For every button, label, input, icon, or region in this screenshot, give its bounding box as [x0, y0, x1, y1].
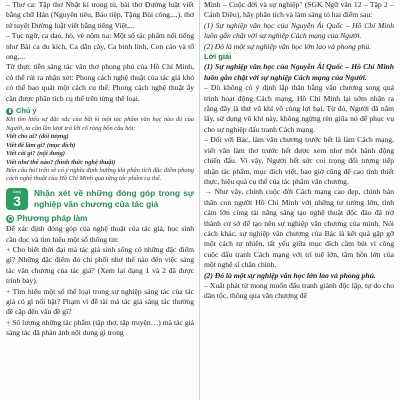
target-icon	[6, 215, 14, 223]
note-question: Viết cho ai? (đối tượng)	[6, 133, 69, 141]
question-type-badge	[6, 188, 28, 210]
paragraph: – Thơ ca: Tập thơ Nhật kí trong tù, bài thơ Đường luật viết bằng chữ Hán (Nguyên tiêu, Báo tiệp, Tặng Bùi công,...), thơ tứ tuyệt Đường luật viết bằng tiếng Việt,...	[6, 0, 194, 30]
paragraph: Từ thực tiễn sáng tác văn thơ phong phú của Hồ Chí Minh, có thể rút ra nhận xét: Phong cách nghệ thuật của tác giả khó có thể bao quát một cách cụ thể. Phong cách nghệ thuật ấy cần được phân tích cụ thể trên từng thể loại.	[6, 62, 194, 103]
badge-number: 3	[13, 192, 21, 209]
left-column	[6, 0, 194, 339]
task-point: (2) Đó là một sự nghiệp văn học lớn lao và phong phú.	[204, 41, 372, 51]
task-point: (1) Sự nghiệp văn học của Nguyễn Ái Quốc – Hồ Chí Minh luôn gắn chặt với sự nghiệp Cách mạng của Người.	[204, 20, 394, 41]
question-type-header	[6, 188, 194, 210]
method-title: Phương pháp làm	[17, 213, 88, 223]
question-type-title: Nhận xét về những đóng góp trong sự nghiệp văn chương của tác giả	[34, 188, 194, 209]
answer-heading: Lời giải	[204, 52, 232, 62]
paragraph: – Tục ngữ, ca dao, hò, vè nôm na: Một số tác phẩm nổi tiếng như Bài ca du kích, Ca dân cày, Ca binh lính, Con cáo và tổ ong,...	[6, 31, 194, 62]
column-divider	[199, 0, 200, 400]
paragraph: – Dù không có ý định lập thân bằng văn chương song quá trình hoạt động Cách mạng, Hồ Chí Minh lại sớm nhận ra rằng đây là thứ vũ khí vô cùng lợi hại. Từ đó, Người đã nắm lấy, sử dụng vũ khí này, không ngừng rèn giũa nó để phục vụ cho sự nghiệp đấu tranh Cách mạng.	[204, 83, 394, 134]
section-heading: (1) Sự nghiệp văn học của Nguyễn Ái Quốc – Hồ Chí Minh luôn gắn chặt với sự nghiệp Cách mạng của Người.	[204, 62, 394, 82]
section-heading: (2) Đó là một sự nghiệp văn học lớn lao và phong phú.	[204, 270, 376, 280]
note-conclusion: Bốn câu hỏi trên sẽ có ý nghĩa định hướng khi phân tích đặc điểm phong cách nghệ thuật của Hồ Chí Minh qua từng tác phẩm cụ thể.	[6, 166, 194, 183]
note-question: Viết cái gì? (nội dung)	[6, 150, 65, 158]
note-heading	[6, 106, 194, 116]
paragraph: – Xuất phát từ mong muốn đấu tranh giành độc lập, tự do cho dân tộc, thông qua văn chương để	[204, 280, 394, 301]
paragraph: → Như vậy, chính cuộc đời Cách mạng cao đẹp, chính bản thân con người Hồ Chí Minh với những tư tưởng lớn, tình cảm lớn cùng tài năng sáng tạo nghệ thuật độc đáo đã trở thành cơ sở để tạo nên sự nghiệp văn chương của mình. Nói cách khác, sự nghiệp văn chương của Bác là kết quả gặp gỡ một cách tự nhiên, tất yếu giữa mục đích cầm bút vì công cuộc đấu tranh Cách mạng với trí tuệ lớn, tâm hồn lớn của một nghệ sĩ chân chính.	[204, 187, 394, 270]
paragraph: – Đối với Bác, làm văn chương trước hết là làm Cách mạng, viết văn làm thơ trước hết được xem như một hành động chiến đấu. Vì vậy, Người hết sức coi trọng đối tượng tiếp nhận tác phẩm, mục đích viết, bao giờ cũng để cao tính thiết thực, hiệu quả cụ thể của tác phẩm văn chương.	[204, 135, 394, 186]
note-title: Chú ý	[16, 106, 37, 116]
info-icon	[6, 108, 13, 115]
paragraph: Để xác định đóng góp của nghệ thuật của tác giả, học sinh cần đọc và tìm hiểu một số thông tin:	[6, 224, 194, 244]
paragraph: + Tìm hiểu một số thể loại trong sự nghiệp sáng tác của tác giả có gì nổi bật? Phạm vi đề tài mà tác giả sáng tác thường đề cập đến vấn đề gì?	[6, 286, 194, 317]
note-question: Viết như thế nào? (hình thức nghệ thuật)	[6, 158, 116, 166]
paragraph: + Cho biết thời đại mà tác giả sinh sống có những đặc điểm gì? Những đặc điểm đó chi phối như thế nào đến việc sáng tác văn chương của tác giả? (Xem lại dạng 1 và 2 đã được trình bày).	[6, 244, 194, 286]
note-box	[6, 116, 194, 183]
note-intro: Khi tìm hiểu sự đặc sắc của bất kì một tác phẩm văn học nào đó của Người, ta cần lần lượt trả lời rõ ràng bốn câu hỏi:	[6, 116, 194, 132]
paragraph: + Số lượng những tác phẩm (tập thơ, tập truyện…) mà tác giả sáng tác đã phản ánh nội dung gì trong	[6, 317, 194, 338]
right-column	[204, 0, 394, 302]
method-heading	[6, 214, 194, 224]
badge-label: Dạng	[12, 189, 22, 194]
paragraph: Minh – Cuộc đời và sự nghiệp" (SGK Ngữ văn 12 – Tập 2 – Cánh Diều), hãy phân tích và làm sáng tỏ hai điểm sau:	[204, 0, 394, 20]
note-question: Viết để làm gì? (mục đích)	[6, 141, 76, 149]
